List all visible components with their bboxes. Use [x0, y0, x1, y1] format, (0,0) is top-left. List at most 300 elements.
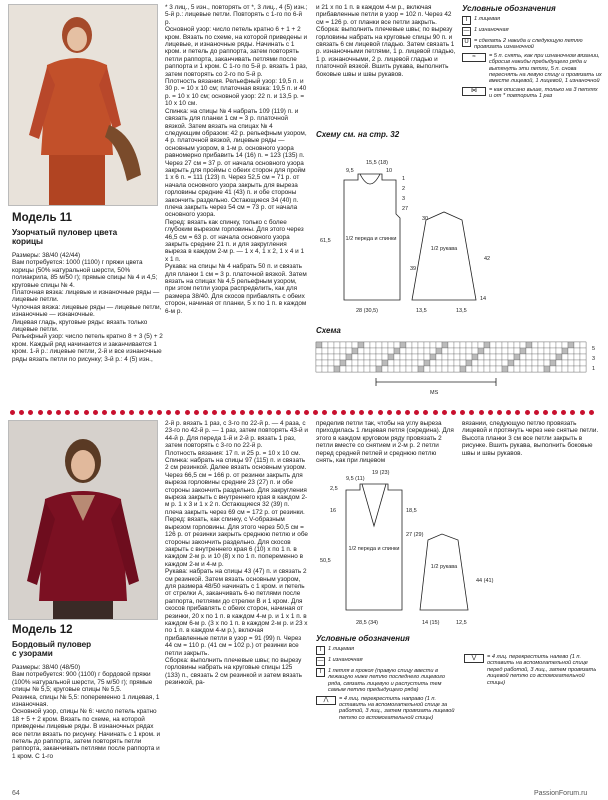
- chart-cell: [334, 354, 340, 360]
- chart-cell: [382, 366, 388, 372]
- chart-cell: [316, 360, 322, 366]
- chart-cell: [544, 342, 550, 348]
- chart-cell: [520, 360, 526, 366]
- chart-cell: [526, 366, 532, 372]
- chart-cell: [430, 342, 436, 348]
- chart-cell: [376, 342, 382, 348]
- model11-photo: [8, 4, 158, 206]
- chart-cell: [388, 342, 394, 348]
- chart-cell: [340, 360, 346, 366]
- chart-cell: [442, 360, 448, 366]
- chart-cell: [412, 360, 418, 366]
- legend-symbol: ⋈: [462, 87, 486, 96]
- legend-top-title: Условные обозначения: [462, 4, 556, 13]
- chart-cell: [502, 360, 508, 366]
- divider-dot: [139, 410, 144, 415]
- chart-cell: [436, 360, 442, 366]
- chart-cell: [358, 354, 364, 360]
- chart-cell: [556, 342, 562, 348]
- chart-cell: [406, 342, 412, 348]
- divider-dot: [148, 410, 153, 415]
- divider-dot: [258, 410, 263, 415]
- chart-cell: [472, 354, 478, 360]
- chart-cell: [406, 348, 412, 354]
- chart-cell: [502, 366, 508, 372]
- legend-text: = сделать 2 накида и следующую петлю провязать изнаночной: [474, 38, 583, 51]
- chart-cell: [358, 366, 364, 372]
- legend-top: [462, 4, 602, 102]
- chart-cell: [574, 348, 580, 354]
- chart-cell: [328, 342, 334, 348]
- chart-cell: [568, 366, 574, 372]
- divider-dot: [166, 410, 171, 415]
- chart-cell: [550, 354, 556, 360]
- chart-cell: [418, 360, 424, 366]
- model12-subtitle: Бордовый пуловер с узорами: [12, 640, 92, 659]
- chart-cell: [412, 342, 418, 348]
- chart-cell: [508, 348, 514, 354]
- divider-dot: [276, 410, 281, 415]
- divider-dot: [387, 410, 392, 415]
- chart-cell: [364, 366, 370, 372]
- chart-cell: [376, 348, 382, 354]
- chart-cell: [490, 360, 496, 366]
- dim-label: 2,5: [330, 486, 338, 492]
- model11-text-col2: * 3 лиц., 5 изн., повторять от *, 3 лиц., 4 (5) изн.; 5-й р.: лицевые петли. Повторять с 1-го по 6-й р. Основной узор: число петель кратно 6 + 1 + 2 кром. Вязать по схеме, на которой приведены и лицевые, и изнаночные ряды. Начинать с 1 кром. и петель до раппорта, затем повторять петли раппорта, заканчивать петлями после раппорта и 1 кром. С 1-го по 5-й р. вязать 1 раз, затем повторять со 2-го по 5-й р. Плотность вязания. Рельефный узор: 19,5 п. и 30 р. = 10 х 10 см; платочная вязка: 19,5 п. и 40 р. = 10 х 10 см; основной узор: 22 п. и 13,5 р. = 10 х 10 см. Спинка: на спицы № 4 набрать 109 (119) п. и связать для планки 1 см = 3 р. платочной вязкой. Затем вязать на спицах № 4 следующим образом: 42 р. рельефным узором, 4 р. платочной вязкой, лицевые ряды — основным узором, в 1-м р. основного узора равномерно прибавить 14 (16) п. = 123 (135) п. Через 27 см = 37 р. от начала основного узора закрыть для проймы с обеих сторон для пройм 1 х 6 п. = 111 (123) п. Через 52,5 см = 71 р. от начала основного узора закрыть для выреза горловины средние 41 (43) п. и обе стороны закончить раздельно. Остающиеся 34 (40) п. плеча закрыть через 54 см = 73 р. от начала основного узора. Перед: вязать как спинку, только с более глубоким вырезом горловины. Для этого через 46,5 см = 63 р. от начала основного узора закрыть средние 21 п. и для закругления выреза в каждом 2-м р. — 1 х 4, 1 х 2, 1 х 4 и 1 х 1 п. Рукава: на спицы № 4 набрать 50 п. и связать для планки 1 см = 3 р. платочной вязкой. Затем вязать на спицах № 4,5 рельефным узором, при этом петли узора распределить, как для размера 38/40. Для скосов прибавлять с обеих сторон, начиная от планки, 5 х по 1 п. в каждом 6-м р.: [165, 4, 308, 315]
- dim-label: 3: [402, 196, 406, 202]
- divider-dot: [231, 410, 236, 415]
- divider-dot: [203, 410, 208, 415]
- chart-cell: [550, 348, 556, 354]
- chart-cell: [406, 360, 412, 366]
- divider-dot: [479, 410, 484, 415]
- chart-cell: [400, 354, 406, 360]
- chart-title: Схема: [316, 326, 341, 335]
- model11-text-col1: Размеры: 38/40 (42/44) Вам потребуется: 1000 (1100) г пряжи цвета корицы (50% натуральной шерсти, 50% полиакрила, 85 м/50 г); прямые спицы № 4 и 4,5; круговые спицы № 4. Платочная вязка: лицевые и изнаночные ряды — лицевые петли. Чулочная вязка: лицевые ряды — лицевые петли, изнаночные — изнаночные. Лицевая гладь, круговые ряды: вязать только лицевые петли. Рельефный узор: число петель кратно 8 + 3 (5) + 2 кром. Каждый ряд начинается и заканчивается 1 кром. 1-й р.: лицевые петли, 2-й и все изнаночные ряды вязать петли по рисунку; 3-й р.: 4 (5) изн.,: [12, 252, 163, 363]
- chart-cell: [442, 366, 448, 372]
- divider-dot: [451, 410, 456, 415]
- chart-cell: [382, 360, 388, 366]
- chart-cell: [448, 366, 454, 372]
- chart-cell: [466, 360, 472, 366]
- chart-cell: [352, 360, 358, 366]
- chart-cell: [490, 354, 496, 360]
- dim-label: 10: [386, 168, 393, 174]
- divider-dot: [157, 410, 162, 415]
- chart-cell: [520, 354, 526, 360]
- dim-label: 1: [402, 176, 406, 182]
- legend-top-item: [462, 27, 602, 36]
- chart-cell: [472, 348, 478, 354]
- divider-dot: [359, 410, 364, 415]
- chart-cell: [406, 354, 412, 360]
- chart-cell: [328, 354, 334, 360]
- divider-dot: [378, 410, 383, 415]
- legend-bottom: [316, 634, 600, 723]
- chart-cell: [490, 348, 496, 354]
- chart-cell: [394, 360, 400, 366]
- chart-cell: [394, 348, 400, 354]
- chart-cell: [538, 366, 544, 372]
- divider-dot: [414, 410, 419, 415]
- chart-cell: [430, 360, 436, 366]
- divider-dot: [240, 410, 245, 415]
- divider-dot: [332, 410, 337, 415]
- chart-cell: [352, 348, 358, 354]
- chart-cell: [520, 348, 526, 354]
- legend-bottom-item: [316, 696, 456, 722]
- divider-dot: [185, 410, 190, 415]
- chart-cell: [436, 348, 442, 354]
- dim-label: 13,5: [416, 308, 427, 314]
- chart-cell: [322, 354, 328, 360]
- chart-cell: [466, 354, 472, 360]
- chart-cell: [316, 342, 322, 348]
- divider-dot: [497, 410, 502, 415]
- divider-dot: [267, 410, 272, 415]
- chart-cell: [382, 348, 388, 354]
- chart-cell: [484, 342, 490, 348]
- chart-cell: [322, 360, 328, 366]
- chart-cell: [358, 360, 364, 366]
- chart-cell: [352, 354, 358, 360]
- divider-dot: [19, 410, 24, 415]
- chart-cell: [466, 342, 472, 348]
- chart-cell: [334, 342, 340, 348]
- chart-cell: [514, 366, 520, 372]
- chart-cell: [502, 348, 508, 354]
- chart-cell: [484, 360, 490, 366]
- chart-cell: [370, 360, 376, 366]
- dim-label: 61,5: [320, 238, 331, 244]
- divider-dot: [570, 410, 575, 415]
- chart-cell: [454, 342, 460, 348]
- chart-cell: [496, 348, 502, 354]
- chart-cell: [568, 342, 574, 348]
- chart-cell: [580, 348, 586, 354]
- divider-dot: [534, 410, 539, 415]
- chart-cell: [532, 366, 538, 372]
- chart-cell: [436, 366, 442, 372]
- chart-cell: [322, 366, 328, 372]
- dim-label: 27 (29): [406, 532, 424, 538]
- dim-label: 27: [402, 206, 409, 212]
- divider-dot: [313, 410, 318, 415]
- legend-symbol: I: [316, 646, 325, 655]
- model12-label-sleeve: 1/2 рукава: [430, 564, 458, 570]
- dim-label: 42: [484, 256, 491, 262]
- chart-cell: [322, 342, 328, 348]
- chart-cell: [460, 366, 466, 372]
- divider-dot: [433, 410, 438, 415]
- divider-dot: [341, 410, 346, 415]
- legend-symbol: T: [316, 668, 325, 677]
- chart-cell: [376, 366, 382, 372]
- model11-schematic: [316, 150, 606, 320]
- dim-label: 2: [402, 186, 406, 192]
- chart-cell: [316, 348, 322, 354]
- chart-cell: [556, 348, 562, 354]
- dim-label: 13,5: [456, 308, 467, 314]
- divider-dot: [543, 410, 548, 415]
- chart-cell: [346, 366, 352, 372]
- legend-text: 1 изнаночная: [474, 27, 509, 33]
- chart-cell: [496, 360, 502, 366]
- divider-dot: [249, 410, 254, 415]
- chart-cell: [472, 366, 478, 372]
- divider-dot: [525, 410, 530, 415]
- model12-photo-illustration: [9, 421, 157, 619]
- legend-bottom-item: [316, 668, 456, 694]
- chart-cell: [460, 360, 466, 366]
- divider-dot: [304, 410, 309, 415]
- chart-cell: [358, 348, 364, 354]
- chart-cell: [484, 348, 490, 354]
- chart-cell: [364, 354, 370, 360]
- chart-cell: [370, 342, 376, 348]
- chart-cell: [550, 360, 556, 366]
- chart-cell: [490, 342, 496, 348]
- chart-cell: [466, 348, 472, 354]
- divider-dot: [102, 410, 107, 415]
- divider-dot: [74, 410, 79, 415]
- chart-cell: [442, 354, 448, 360]
- chart-cell: [454, 354, 460, 360]
- chart-cell: [352, 366, 358, 372]
- chart-cell: [418, 354, 424, 360]
- divider-dot: [47, 410, 52, 415]
- chart-cell: [406, 366, 412, 372]
- chart-cell: [454, 366, 460, 372]
- chart-cell: [424, 366, 430, 372]
- dim-label: 39: [410, 266, 417, 272]
- dim-label: 14: [480, 296, 487, 302]
- chart-row-number: 1: [592, 366, 596, 372]
- chart-cell: [478, 360, 484, 366]
- divider-dot: [506, 410, 511, 415]
- chart-cell: [556, 354, 562, 360]
- chart-cell: [388, 354, 394, 360]
- divider-dot: [322, 410, 327, 415]
- chart-cell: [418, 342, 424, 348]
- chart-cell: [514, 354, 520, 360]
- divider-dot: [580, 410, 585, 415]
- divider-dot: [405, 410, 410, 415]
- model11-photo-illustration: [9, 5, 157, 205]
- chart-cell: [382, 354, 388, 360]
- chart-cell: [334, 348, 340, 354]
- chart-cell: [544, 348, 550, 354]
- chart-cell: [418, 366, 424, 372]
- divider-dot: [221, 410, 226, 415]
- chart-cell: [376, 354, 382, 360]
- model12-text-col1: Размеры: 38/40 (48/50) Вам потребуется: 900 (1100) г бордовой пряжи (100% натуральной шерсти, 75 м/50 г); прямые спицы № 5,5; круговые спицы № 5,5. Резинка, спицы № 5,5: попеременно 1 лицевая, 1 изнаночная. Основной узор, спицы № 6: число петель кратно 18 + 5 + 2 кром. Вязать по схеме, на которой приведены лицевые ряды. В изнаночных рядах все петли вязать по рисунку. Начинать с 1 кром. и петель до раппорта, затем повторять петли раппорта, заканчивать петлями после раппорта и 1 кром. С 1-го: [12, 664, 161, 760]
- legend-bottom-item: [316, 646, 456, 655]
- divider-dot: [442, 410, 447, 415]
- model12-text-col3: пределив петли так, чтобы на углу выреза приходилась 1 лицевая петля (середина). Для этого в каждом круговом ряду провязать 2 петли вместе со снятием и 2-м р. 2 петли перед средней петлей и среднюю петлю снять, как при лицевом: [316, 420, 454, 465]
- divider-dot: [38, 410, 43, 415]
- chart-cell: [340, 354, 346, 360]
- divider-dot: [10, 410, 15, 415]
- divider-dot: [56, 410, 61, 415]
- legend-symbol: U: [462, 38, 471, 47]
- chart-cell: [364, 360, 370, 366]
- watermark: PassionForum.ru: [534, 790, 588, 797]
- chart-cell: [454, 348, 460, 354]
- chart-cell: [334, 360, 340, 366]
- chart-cell: [544, 354, 550, 360]
- chart-cell: [328, 360, 334, 366]
- divider-dot: [589, 410, 594, 415]
- divider-dot: [129, 410, 134, 415]
- divider-dot: [84, 410, 89, 415]
- chart-cell: [412, 348, 418, 354]
- section-divider: [10, 410, 600, 415]
- divider-dot: [120, 410, 125, 415]
- chart-cell: [520, 366, 526, 372]
- chart-cell: [568, 348, 574, 354]
- chart-cell: [526, 354, 532, 360]
- chart-cell: [340, 366, 346, 372]
- chart-cell: [484, 366, 490, 372]
- model12-photo: [8, 420, 158, 620]
- chart-cell: [478, 366, 484, 372]
- chart-cell: [466, 366, 472, 372]
- chart-cell: [562, 360, 568, 366]
- chart-cell: [316, 366, 322, 372]
- chart-cell: [562, 366, 568, 372]
- chart-cell: [442, 348, 448, 354]
- chart-cell: [562, 348, 568, 354]
- divider-dot: [212, 410, 217, 415]
- chart-cell: [364, 348, 370, 354]
- chart-cell: [574, 366, 580, 372]
- chart-cell: [322, 348, 328, 354]
- dim-label: 18,5: [406, 508, 417, 514]
- chart-cell: [472, 360, 478, 366]
- divider-dot: [469, 410, 474, 415]
- chart-cell: [562, 354, 568, 360]
- dim-label: 50,5: [320, 558, 331, 564]
- chart-cell: [538, 348, 544, 354]
- chart-cell: [376, 360, 382, 366]
- divider-dot: [175, 410, 180, 415]
- chart-cell: [580, 366, 586, 372]
- chart-cell: [448, 360, 454, 366]
- dim-label: 12,5: [456, 620, 467, 626]
- legend-top-item: [462, 38, 602, 51]
- chart-cell: [580, 354, 586, 360]
- chart-cell: [418, 348, 424, 354]
- chart-cell: [550, 342, 556, 348]
- divider-dot: [368, 410, 373, 415]
- chart-cell: [526, 342, 532, 348]
- legend-text: 1 лицевая: [474, 16, 501, 22]
- chart-cell: [412, 354, 418, 360]
- stitch-chart: [316, 338, 606, 406]
- divider-dot: [350, 410, 355, 415]
- chart-cell: [580, 342, 586, 348]
- chart-cell: [346, 348, 352, 354]
- chart-cell: [532, 348, 538, 354]
- chart-cell: [574, 342, 580, 348]
- chart-cell: [316, 354, 322, 360]
- model11-label-front: 1/2 переда и спинки: [345, 236, 397, 242]
- chart-cell: [580, 360, 586, 366]
- legend-top-item: [462, 53, 602, 85]
- divider-dot: [295, 410, 300, 415]
- chart-cell: [538, 342, 544, 348]
- legend-text: 1 петля в прокол (правую спицу ввести в лежащую ниже петлю последнего лицевого ряда, связать лицевую и распустить тем самым петлю предыдущего ряда): [328, 668, 446, 694]
- chart-cell: [508, 354, 514, 360]
- chart-cell: [538, 354, 544, 360]
- chart-cell: [490, 366, 496, 372]
- chart-cell: [328, 366, 334, 372]
- chart-cell: [478, 348, 484, 354]
- chart-cell: [556, 360, 562, 366]
- chart-cell: [454, 360, 460, 366]
- legend-text: = 4 лиц. перекрестить налево (1 п. оставить на вспомогательной спице перед работой, 3 лиц., затем провязать лицевой петлю со вспомогательной спицы): [487, 654, 597, 686]
- chart-cell: [436, 354, 442, 360]
- chart-cell: [514, 360, 520, 366]
- chart-cell: [388, 366, 394, 372]
- dim-label: 28,5 (34): [356, 620, 379, 626]
- chart-cell: [400, 360, 406, 366]
- legend-bottom-item: [316, 657, 456, 666]
- chart-cell: [346, 354, 352, 360]
- chart-cell: [532, 354, 538, 360]
- divider-dot: [460, 410, 465, 415]
- chart-cell: [568, 360, 574, 366]
- chart-cell: [448, 342, 454, 348]
- chart-cell: [508, 360, 514, 366]
- legend-text: = 4 лиц. перекрестить направо (1 п. оставить на вспомогательной спице за работой, 3 лиц., затем провязать лицевой петлю со вспомогательной спицы): [339, 695, 455, 721]
- chart-cell: [346, 342, 352, 348]
- chart-cell: [496, 342, 502, 348]
- chart-row-number: 3: [592, 356, 596, 362]
- chart-cell: [394, 366, 400, 372]
- chart-cell: [328, 348, 334, 354]
- chart-cell: [370, 366, 376, 372]
- chart-cell: [370, 348, 376, 354]
- chart-cell: [508, 342, 514, 348]
- dim-label: 9,5: [346, 168, 354, 174]
- chart-cell: [346, 360, 352, 366]
- divider-dot: [552, 410, 557, 415]
- chart-cell: [448, 354, 454, 360]
- divider-dot: [28, 410, 33, 415]
- chart-cell: [562, 342, 568, 348]
- dim-label: 19 (23): [372, 470, 390, 476]
- legend-bottom-item: [464, 654, 600, 686]
- legend-symbol: ⋁: [464, 654, 484, 663]
- chart-cell: [430, 354, 436, 360]
- divider-dot: [488, 410, 493, 415]
- chart-cell: [502, 342, 508, 348]
- divider-dot: [65, 410, 70, 415]
- chart-cell: [400, 348, 406, 354]
- legend-text: = как описано выше, только на 3 петлях и от * повторить 1 раз: [489, 86, 598, 100]
- chart-cell: [484, 354, 490, 360]
- divider-dot: [515, 410, 520, 415]
- legend-text: 1 лицевая: [328, 646, 355, 652]
- model12-text-col2: 2-й р. вязать 1 раз, с 3-го по 22-й р. — 4 раза, с 23-го по 42-й р. — 1 раз, затем повторять 43-й и 44-й р. Для переда 1-й и 2-й р. вязать 1 раз, затем повторять с 3-го по 22-й р. Плотность вязания: 17 п. и 25 р. = 10 х 10 см. Спинка: набрать на спицы 97 (115) п. и связать 2 см резинкой. Далее вязать основным узором. Через 66,5 см = 166 р. от резинки закрыть для выреза горловины средние 23 (27) п. и обе стороны закончить раздельно. Для закругления выреза закрыть с внутреннего края в каждом 2-м р. 1 х 3 и 1 х 2 п. Остающиеся 32 (39) п. плеча закрыть через 69 см = 172 р. от резинки. Перед: вязать, как спинку, с V-образным вырезом горловины. Для этого через 50,5 см = 126 р. от резинки закрыть среднюю петлю и обе стороны закончить раздельно. Для скосов закрыть с внутреннего края 6 (10) х по 1 п. в каждом 2-м р. и 10 (8) х по 1 п. попеременно в каждом 2-м и 4-м р. Рукава: набрать на спицы 43 (47) п. и связать 2 см резинкой. Затем вязать основным узором, для размера 48/50 начинать с 1 кром. и петель от стрелки А, заканчивать 6-ю петлями после раппорта, петлями до стрелки B и 1 кром. Для скосов прибавлять с обеих сторон, начиная от резинки, 20 х по 1 п. в каждом 4-м р. и 1 х 1 п. в каждом 6-м р. (3 х по 1 п. в каждом 2-м р. и 23 х по 1 п. в каждом 4-м р.), включая прибавленные петли в узор = 91 (99) п. Через 44 см = 110 р. (41 см = 102 р.) от резинки все петли закрыть. Сборка: выполнить плечевые швы; по вырезу горловины набрать на круговые спицы 125 (133) п., связать 2 см резинкой и затем вязать резинкой, ра-: [165, 420, 308, 687]
- dim-label: 44 (41): [476, 578, 494, 584]
- chart-cell: [538, 360, 544, 366]
- divider-dot: [561, 410, 566, 415]
- chart-cell: [520, 342, 526, 348]
- chart-cell: [568, 354, 574, 360]
